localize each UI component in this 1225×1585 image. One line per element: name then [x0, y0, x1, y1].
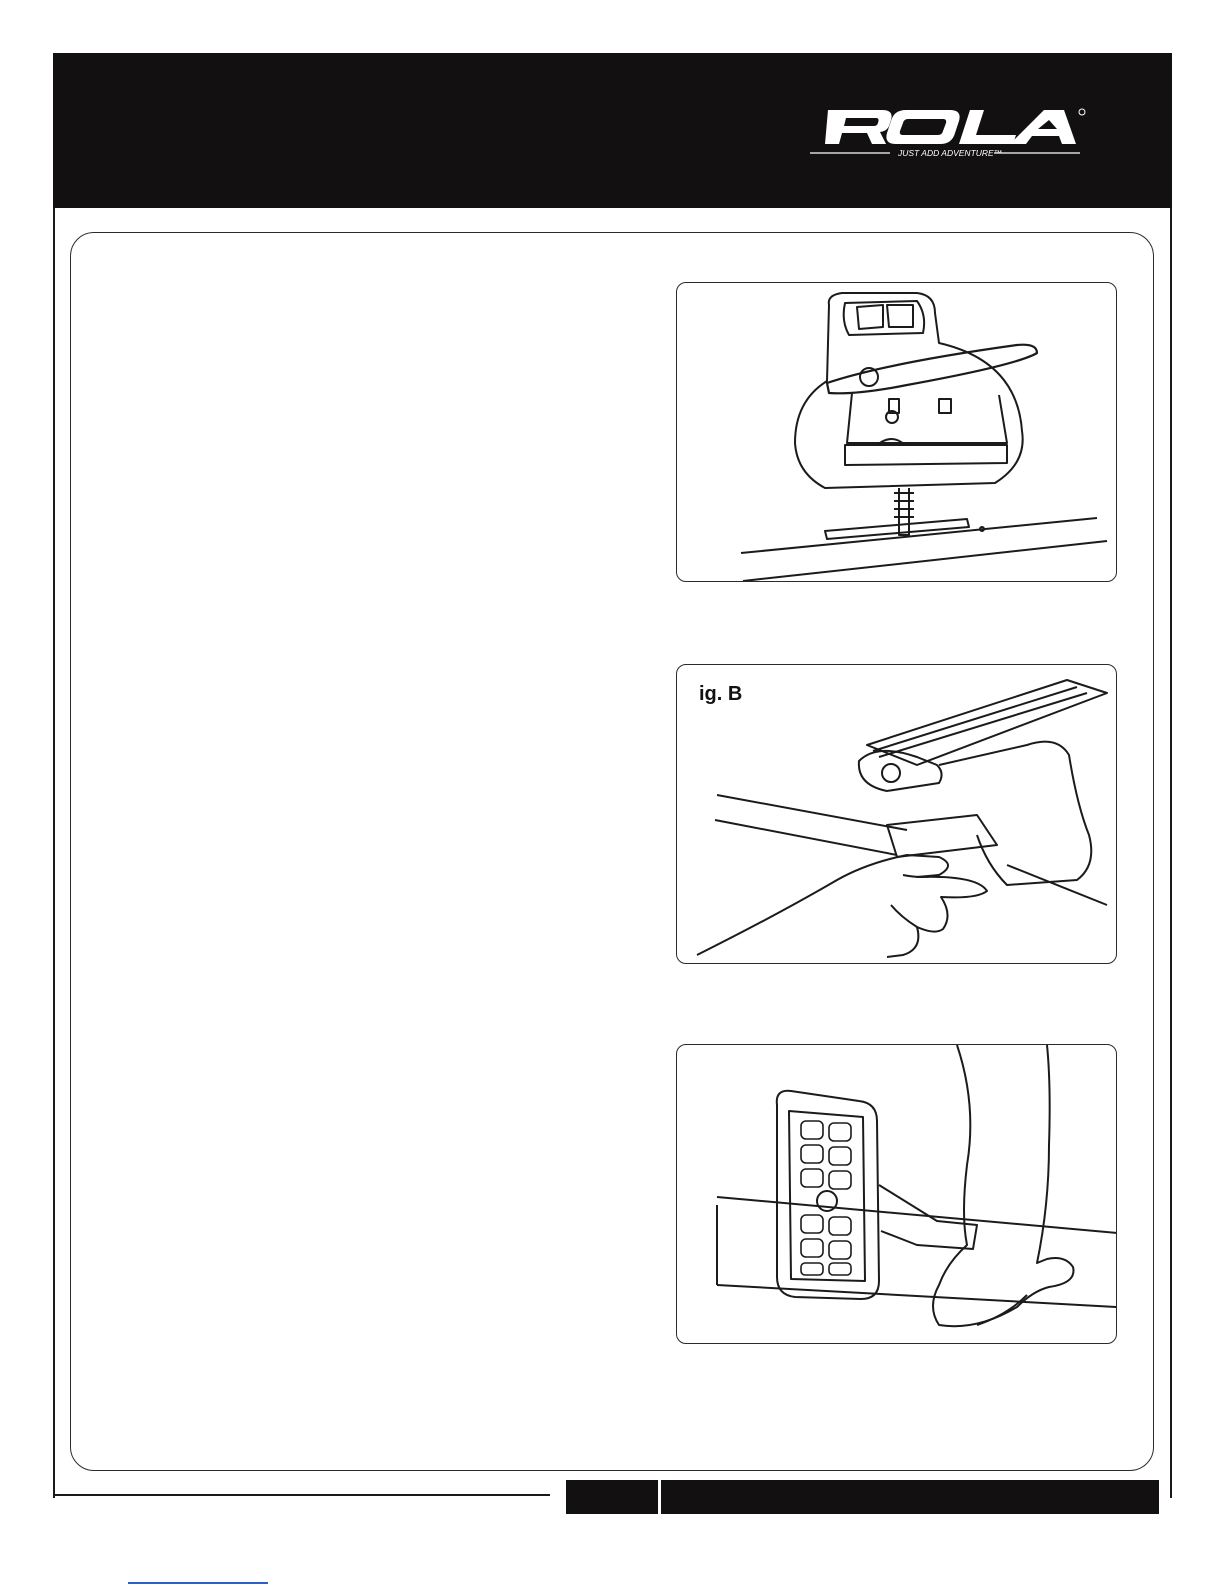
figure-c	[676, 1044, 1117, 1344]
footer-block-right	[661, 1480, 1159, 1514]
figure-b	[676, 664, 1117, 964]
bottom-link-underline	[128, 1582, 268, 1584]
footer-block-left	[566, 1480, 658, 1514]
bar-clamp-hand-illustration	[677, 665, 1117, 964]
figure-b-label: ig. B	[699, 683, 743, 705]
figure-a	[676, 282, 1117, 582]
foot-pad-illustration	[677, 283, 1117, 582]
pad-removal-hand-illustration	[677, 1045, 1117, 1344]
rola-logo	[810, 100, 1090, 160]
footer-rule	[53, 1494, 550, 1496]
svg-text:JUST ADD ADVENTURE™: JUST ADD ADVENTURE™	[898, 148, 1003, 158]
